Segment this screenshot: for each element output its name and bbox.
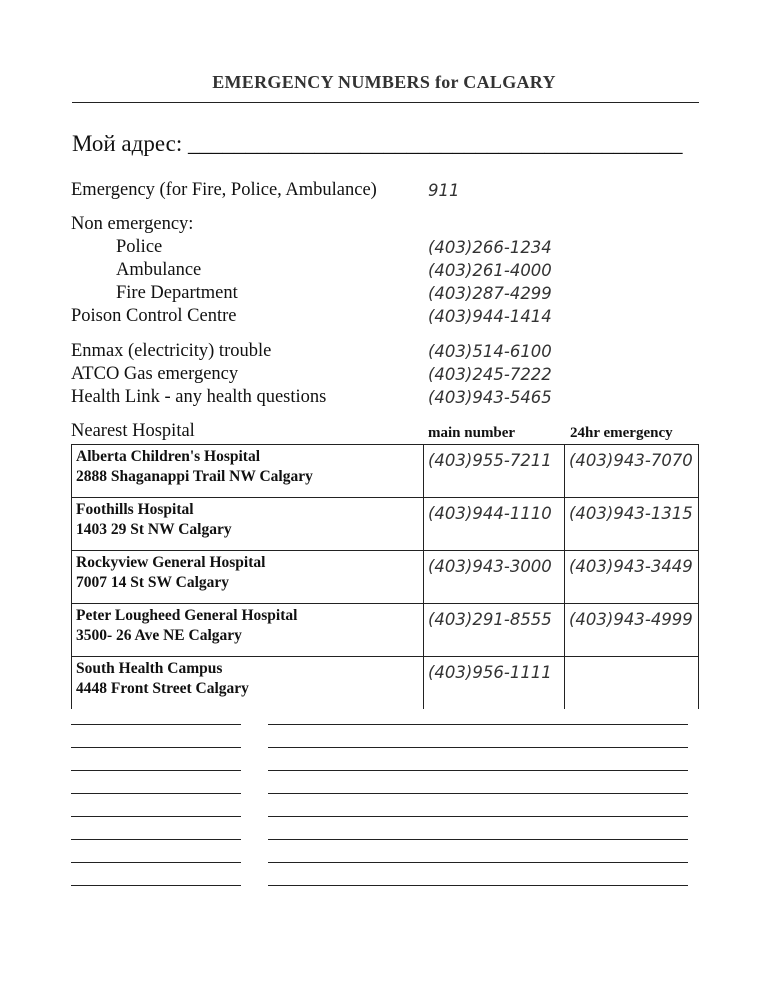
fire-department-label: Fire Department [116,283,238,303]
blank-line-left[interactable] [71,839,241,840]
hospital-heading: Nearest Hospital [71,421,195,441]
title-underline [72,102,699,103]
main-number-header: main number [428,425,516,441]
enmax-label: Enmax (electricity) trouble [71,341,272,361]
hospital-main-number: (403)955-7211 [424,445,565,498]
hospital-name-cell [72,551,424,604]
blank-line-right[interactable] [268,724,688,725]
health-link-label: Health Link - any health questions [71,387,327,407]
hospital-emergency-number: (403)943-3449 [565,551,699,604]
blank-line-left[interactable] [71,770,241,771]
table-row [72,604,699,657]
non-emergency-heading: Non emergency: [71,214,194,234]
blank-line-right[interactable] [268,839,688,840]
atco-number: (403)245-7222 [428,365,552,384]
poison-control-number: (403)944-1414 [428,307,552,326]
blank-line-right[interactable] [268,862,688,863]
health-link-number: (403)943-5465 [428,388,552,407]
blank-line-left[interactable] [71,816,241,817]
hospital-name: Peter Lougheed General Hospital [76,607,298,624]
hospital-emergency-number [565,657,699,710]
emergency-number: 911 [428,181,460,200]
table-row [72,445,699,498]
table-row [72,551,699,604]
table-row [72,657,699,710]
hospital-main-number: (403)291-8555 [424,604,565,657]
atco-label: ATCO Gas emergency [71,364,239,384]
fire-department-number: (403)287-4299 [428,284,552,303]
page-title: EMERGENCY NUMBERS for CALGARY [212,72,556,92]
hospital-name-cell [72,657,424,710]
hospital-address: 3500- 26 Ave NE Calgary [76,627,242,644]
table-row [72,498,699,551]
hospital-name-cell [72,604,424,657]
emergency-24hr-header: 24hr emergency [570,425,673,441]
blank-line-left[interactable] [71,724,241,725]
blank-line-left[interactable] [71,793,241,794]
hospital-address: 1403 29 St NW Calgary [76,521,232,538]
police-label: Police [116,237,163,257]
hospital-address: 7007 14 St SW Calgary [76,574,230,591]
address-line: Мой адрес: ___________________________________________ [72,131,683,156]
hospital-name: Alberta Children's Hospital [76,448,261,465]
hospital-name-cell [72,445,424,498]
ambulance-number: (403)261-4000 [428,261,552,280]
blank-line-left[interactable] [71,747,241,748]
hospital-name: Foothills Hospital [76,501,194,518]
ambulance-label: Ambulance [116,260,202,280]
hospital-emergency-number: (403)943-1315 [565,498,699,551]
enmax-number: (403)514-6100 [428,342,552,361]
blank-line-right[interactable] [268,816,688,817]
blank-line-right[interactable] [268,747,688,748]
hospital-name: South Health Campus [76,660,223,677]
hospital-address: 4448 Front Street Calgary [76,680,249,697]
hospital-emergency-number: (403)943-7070 [565,445,699,498]
hospital-main-number: (403)944-1110 [424,498,565,551]
police-number: (403)266-1234 [428,238,552,257]
blank-line-right[interactable] [268,793,688,794]
blank-line-right[interactable] [268,885,688,886]
hospital-name-cell [72,498,424,551]
hospital-main-number: (403)956-1111 [424,657,565,710]
hospital-address: 2888 Shaganappi Trail NW Calgary [76,468,313,485]
poison-control-label: Poison Control Centre [71,306,237,326]
hospital-table [71,444,699,709]
blank-line-right[interactable] [268,770,688,771]
hospital-emergency-number: (403)943-4999 [565,604,699,657]
emergency-label: Emergency (for Fire, Police, Ambulance) [71,180,377,200]
blank-line-left[interactable] [71,885,241,886]
blank-line-left[interactable] [71,862,241,863]
hospital-main-number: (403)943-3000 [424,551,565,604]
hospital-name: Rockyview General Hospital [76,554,266,571]
